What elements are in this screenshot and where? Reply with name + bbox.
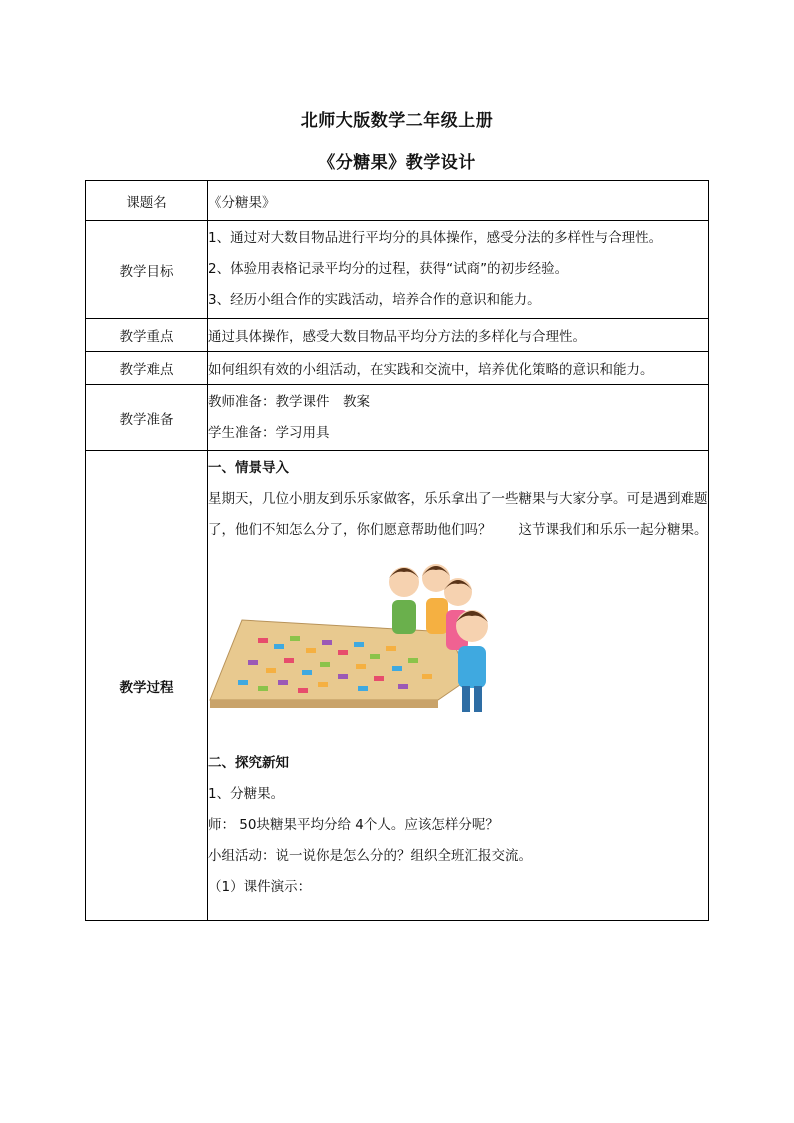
section-intro-text: 星期天，几位小朋友到乐乐家做客，乐乐拿出了一些糖果与大家分享。可是遇到难题了，他们不知怎么分了，你们愿意帮助他们吗？ 这节课我们和乐乐一起分糖果。 bbox=[208, 491, 708, 538]
children-table-illustration bbox=[208, 550, 508, 740]
row-key-point bbox=[86, 319, 709, 352]
label-process: 教学过程 bbox=[86, 451, 208, 921]
row-goals bbox=[86, 221, 709, 319]
row-difficulty bbox=[86, 352, 709, 385]
row-process bbox=[86, 451, 709, 921]
lesson-plan-table bbox=[85, 180, 709, 921]
child-figure bbox=[389, 567, 419, 634]
value-topic: 《分糖果》 bbox=[208, 181, 709, 221]
document-subtitle: 《分糖果》教学设计 bbox=[318, 153, 476, 173]
label-goals: 教学目标 bbox=[86, 221, 208, 319]
group-activity: 小组活动：说一说你是怎么分的？组织全班汇报交流。 bbox=[208, 848, 532, 864]
label-difficulty: 教学难点 bbox=[86, 352, 208, 385]
goal-item: 3、经历小组合作的实践活动，培养合作的意识和能力。 bbox=[208, 292, 541, 308]
goal-item: 1、通过对大数目物品进行平均分的具体操作，感受分法的多样性与合理性。 bbox=[208, 230, 663, 246]
label-key-point: 教学重点 bbox=[86, 319, 208, 352]
student-prep: 学生准备：学习用具 bbox=[208, 424, 330, 441]
label-topic: 课题名 bbox=[86, 181, 208, 221]
value-process bbox=[208, 451, 709, 921]
goal-item: 2、体验用表格记录平均分的过程，获得“试商”的初步经验。 bbox=[208, 261, 569, 277]
child-figure bbox=[456, 610, 488, 712]
row-topic bbox=[86, 181, 709, 221]
step-one: 1、分糖果。 bbox=[208, 786, 285, 802]
child-figure bbox=[422, 564, 450, 634]
row-preparation bbox=[86, 385, 709, 451]
value-difficulty: 如何组织有效的小组活动，在实践和交流中，培养优化策略的意识和能力。 bbox=[208, 352, 709, 385]
teacher-prep: 教师准备：教学课件 教案 bbox=[208, 393, 370, 410]
section-explore-title: 二、探究新知 bbox=[208, 755, 289, 771]
label-preparation: 教学准备 bbox=[86, 385, 208, 451]
candy-sharing-illustration bbox=[208, 550, 708, 740]
value-key-point: 通过具体操作，感受大数目物品平均分方法的多样化与合理性。 bbox=[208, 319, 709, 352]
courseware-demo: （1）课件演示： bbox=[208, 879, 312, 895]
value-preparation bbox=[208, 385, 709, 451]
teacher-question: 师： 50块糖果平均分给 4个人。应该怎样分呢？ bbox=[208, 817, 499, 833]
value-goals bbox=[208, 221, 709, 319]
document-title: 北师大版数学二年级上册 bbox=[300, 111, 494, 131]
section-intro-title: 一、情景导入 bbox=[208, 460, 289, 476]
